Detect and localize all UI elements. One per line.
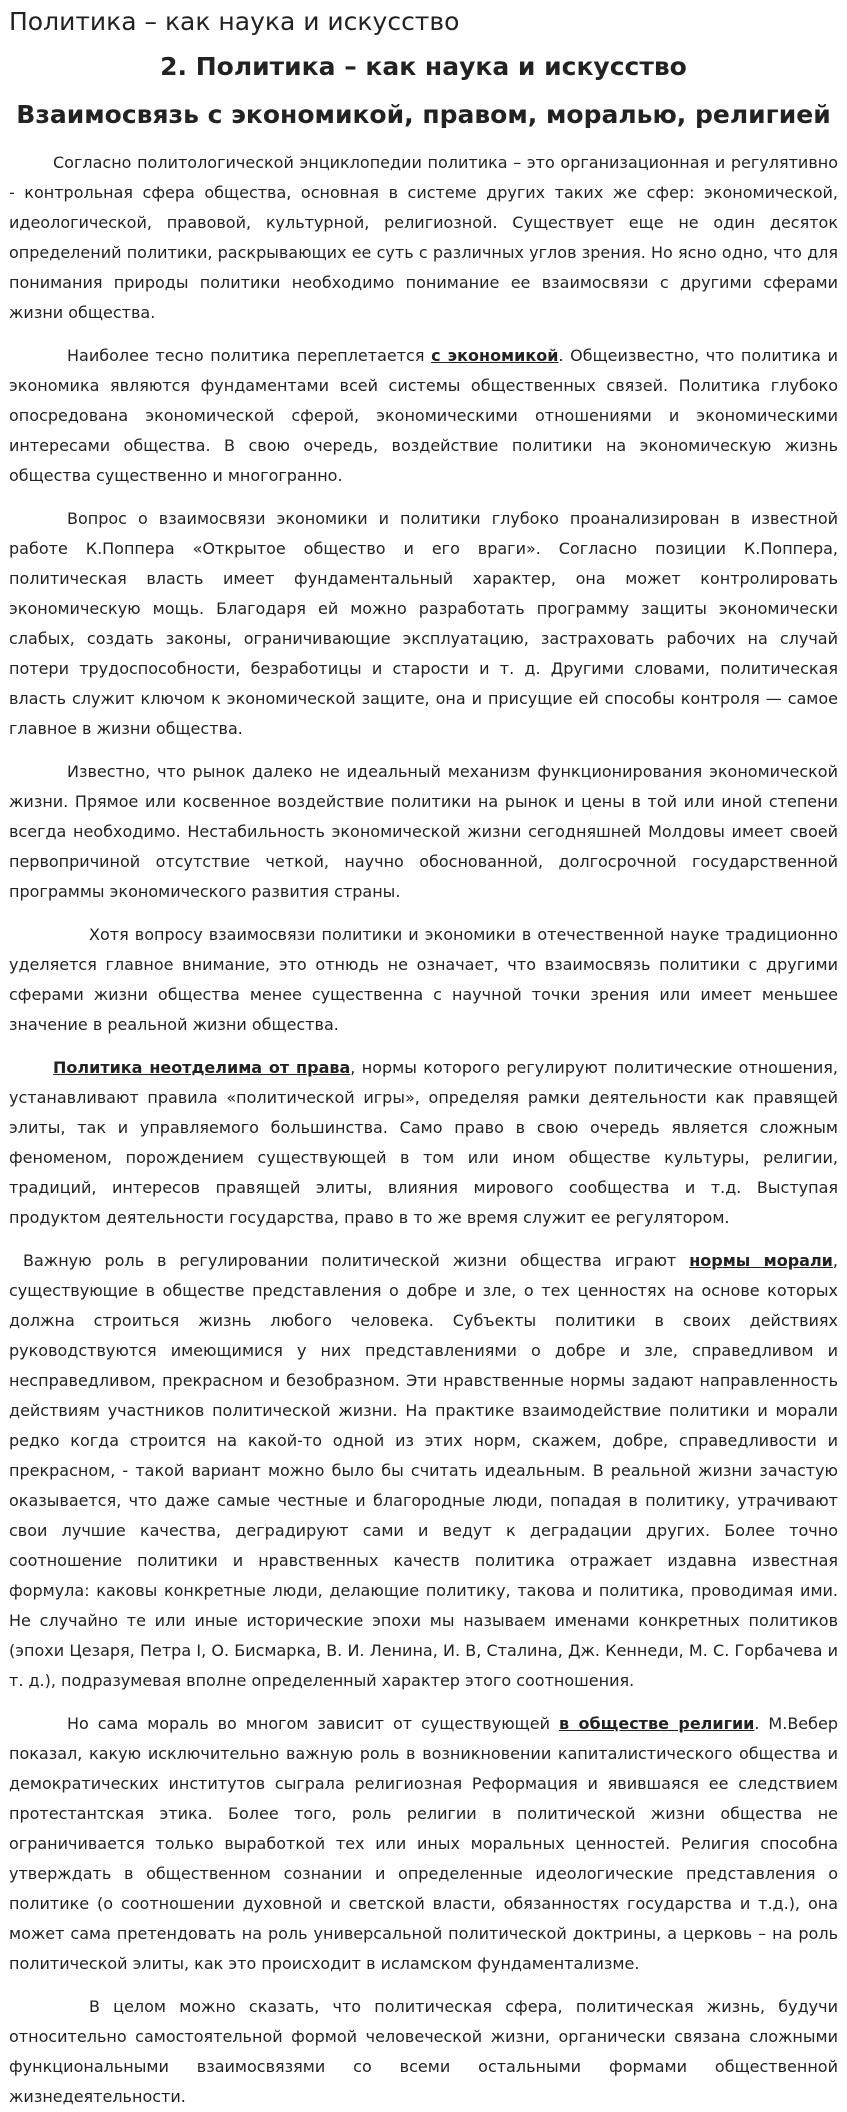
article-body	[9, 148, 838, 2112]
paragraph-religion	[9, 1709, 838, 1979]
paragraph-morals	[9, 1246, 838, 1696]
paragraph-market: Известно, что рынок далеко не идеальный механизм функционирования экономической жизни. Прямое или косвенное воздействие политики на рынок и цены в той или иной степени всегда необходимо. Нестабильность экономической жизни сегодняшней Молдовы имеет своей первопричиной отсутствие четкой, научно обоснованной, долгосрочной государственной программы экономического развития страны.	[9, 762, 838, 901]
paragraph-morals-text-before: Важную роль в регулировании политической жизни общества играют	[23, 1251, 690, 1270]
paragraph-religion-text-before: Но сама мораль во многом зависит от существующей	[67, 1714, 559, 1733]
document-page	[0, 6, 847, 2112]
paragraph-economy-text-after: . Общеизвестно, что политика и экономика являются фундаментами всей системы общественных связей. Политика глубоко опосредована экономической сферой, экономическими отношениями и экономическими интересами общества. В свою очередь, воздействие политики на экономическую жизнь общества существенно и многогранно.	[9, 346, 839, 485]
paragraph-morals-text-after: , существующие в обществе представления о добре и зле, о тех ценностях на основе которых должна строиться жизнь любого человека. Субъекты политики в своих действиях руководствуются имеющимися у них представлениями о добре и зле, справедливом и несправедливом, прекрасном и безобразном. Эти нравственные нормы задают направленность действиям участников политической жизни. На практике взаимодействие политики и морали редко когда строится на какой-то одной из этих норм, скажем, добре, справедливости и прекрасном, - такой вариант можно было бы считать идеальным. В реальной жизни зачастую оказывается, что даже самые честные и благородные люди, попадая в политику, утрачивают свои лучшие качества, деградируют сами и ведут к деградации других. Более точно соотношение политики и нравственных качеств политика отражает издавна известная формула: каковы конкретные люди, делающие политику, такова и политика, проводимая ими. Не случайно те или иные исторические эпохи мы называем именами конкретных политиков (эпохи Цезаря, Петра I, О. Бисмарка, В. И. Ленина, И. В, Сталина, Дж. Кеннеди, М. С. Горбачева и т. д.), подразумевая вполне определенный характер этого соотношения.	[9, 1251, 838, 1690]
economy-emphasis: с экономикой	[431, 346, 559, 365]
paragraph-science: Хотя вопросу взаимосвязи политики и экономики в отечественной науке традиционно уделяется главное внимание, это отнюдь не означает, что взаимосвязь политики с другими сферами жизни общества менее существенна с научной точки зрения или имеет меньшее значение в реальной жизни общества.	[9, 925, 838, 1034]
page-header: Политика – как наука и искусство	[9, 7, 460, 36]
religion-emphasis: в обществе религии	[558, 1714, 755, 1733]
section-title: 2. Политика – как наука и искусство	[160, 52, 687, 81]
morals-emphasis: нормы морали	[689, 1251, 833, 1270]
paragraph-intro: Согласно политологической энциклопедии политика – это организационная и регулятивно - контрольная сфера общества, основная в системе других таких же сфер: экономической, идеологической, правовой, культурной, религиозной. Существует еще не один десяток определений политики, раскрывающих ее суть с различных углов зрения. Но ясно одно, что для понимания природы политики необходимо понимание ее взаимосвязи с другими сферами жизни общества.	[9, 153, 838, 322]
paragraph-conclusion: В целом можно сказать, что политическая сфера, политическая жизнь, будучи относительно самостоятельной формой человеческой жизни, органически связана сложными функциональными взаимосвязями со всеми остальными формами общественной жизнедеятельности.	[9, 1997, 838, 2106]
paragraph-law	[9, 1053, 838, 1233]
law-emphasis: Политика неотделима от права	[53, 1058, 351, 1077]
paragraph-popper: Вопрос о взаимосвязи экономики и политики глубоко проанализирован в известной работе К.Поппера «Открытое общество и его враги». Согласно позиции К.Поппера, политическая власть имеет фундаментальный характер, она может контролировать экономическую мощь. Благодаря ей можно разработать программу защиты экономически слабых, создать законы, ограничивающие эксплуатацию, застраховать рабочих на случай потери трудоспособности, безработицы и старости и т. д. Другими словами, политическая власть служит ключом к экономической защите, она и присущие ей способы контроля — самое главное в жизни общества.	[9, 509, 838, 738]
paragraph-religion-text-after: . М.Вебер показал, какую исключительно важную роль в возникновении капиталистического общества и демократических институтов сыграла религиозная Реформация и явившаяся ее следствием протестантская этика. Более того, роль религии в политической жизни общества не ограничивается только выработкой тех или иных моральных ценностей. Религия способна утверждать в общественном сознании и определенные идеологические представления о политике (о соотношении духовной и светской власти, обязанностях государства и т.д.), она может сама претендовать на роль универсальной политической доктрины, а церковь – на роль политической элиты, как это происходит в исламском фундаментализме.	[9, 1714, 839, 1973]
paragraph-economy-text-before: Наиболее тесно политика переплетается	[67, 346, 432, 365]
paragraph-law-text-after: , нормы которого регулируют политические отношения, устанавливают правила «политической игры», определяя рамки деятельности как правящей элиты, так и управляемого большинства. Само право в свою очередь является сложным феноменом, порождением существующей в том или ином обществе культуры, религии, традиций, интересов правящей элиты, влияния мирового сообщества и т.д. Выступая продуктом деятельности государства, право в то же время служит ее регулятором.	[9, 1058, 839, 1227]
subtitle: Взаимосвязь с экономикой, правом, моралью, религией	[16, 100, 831, 129]
paragraph-economy	[9, 341, 838, 491]
